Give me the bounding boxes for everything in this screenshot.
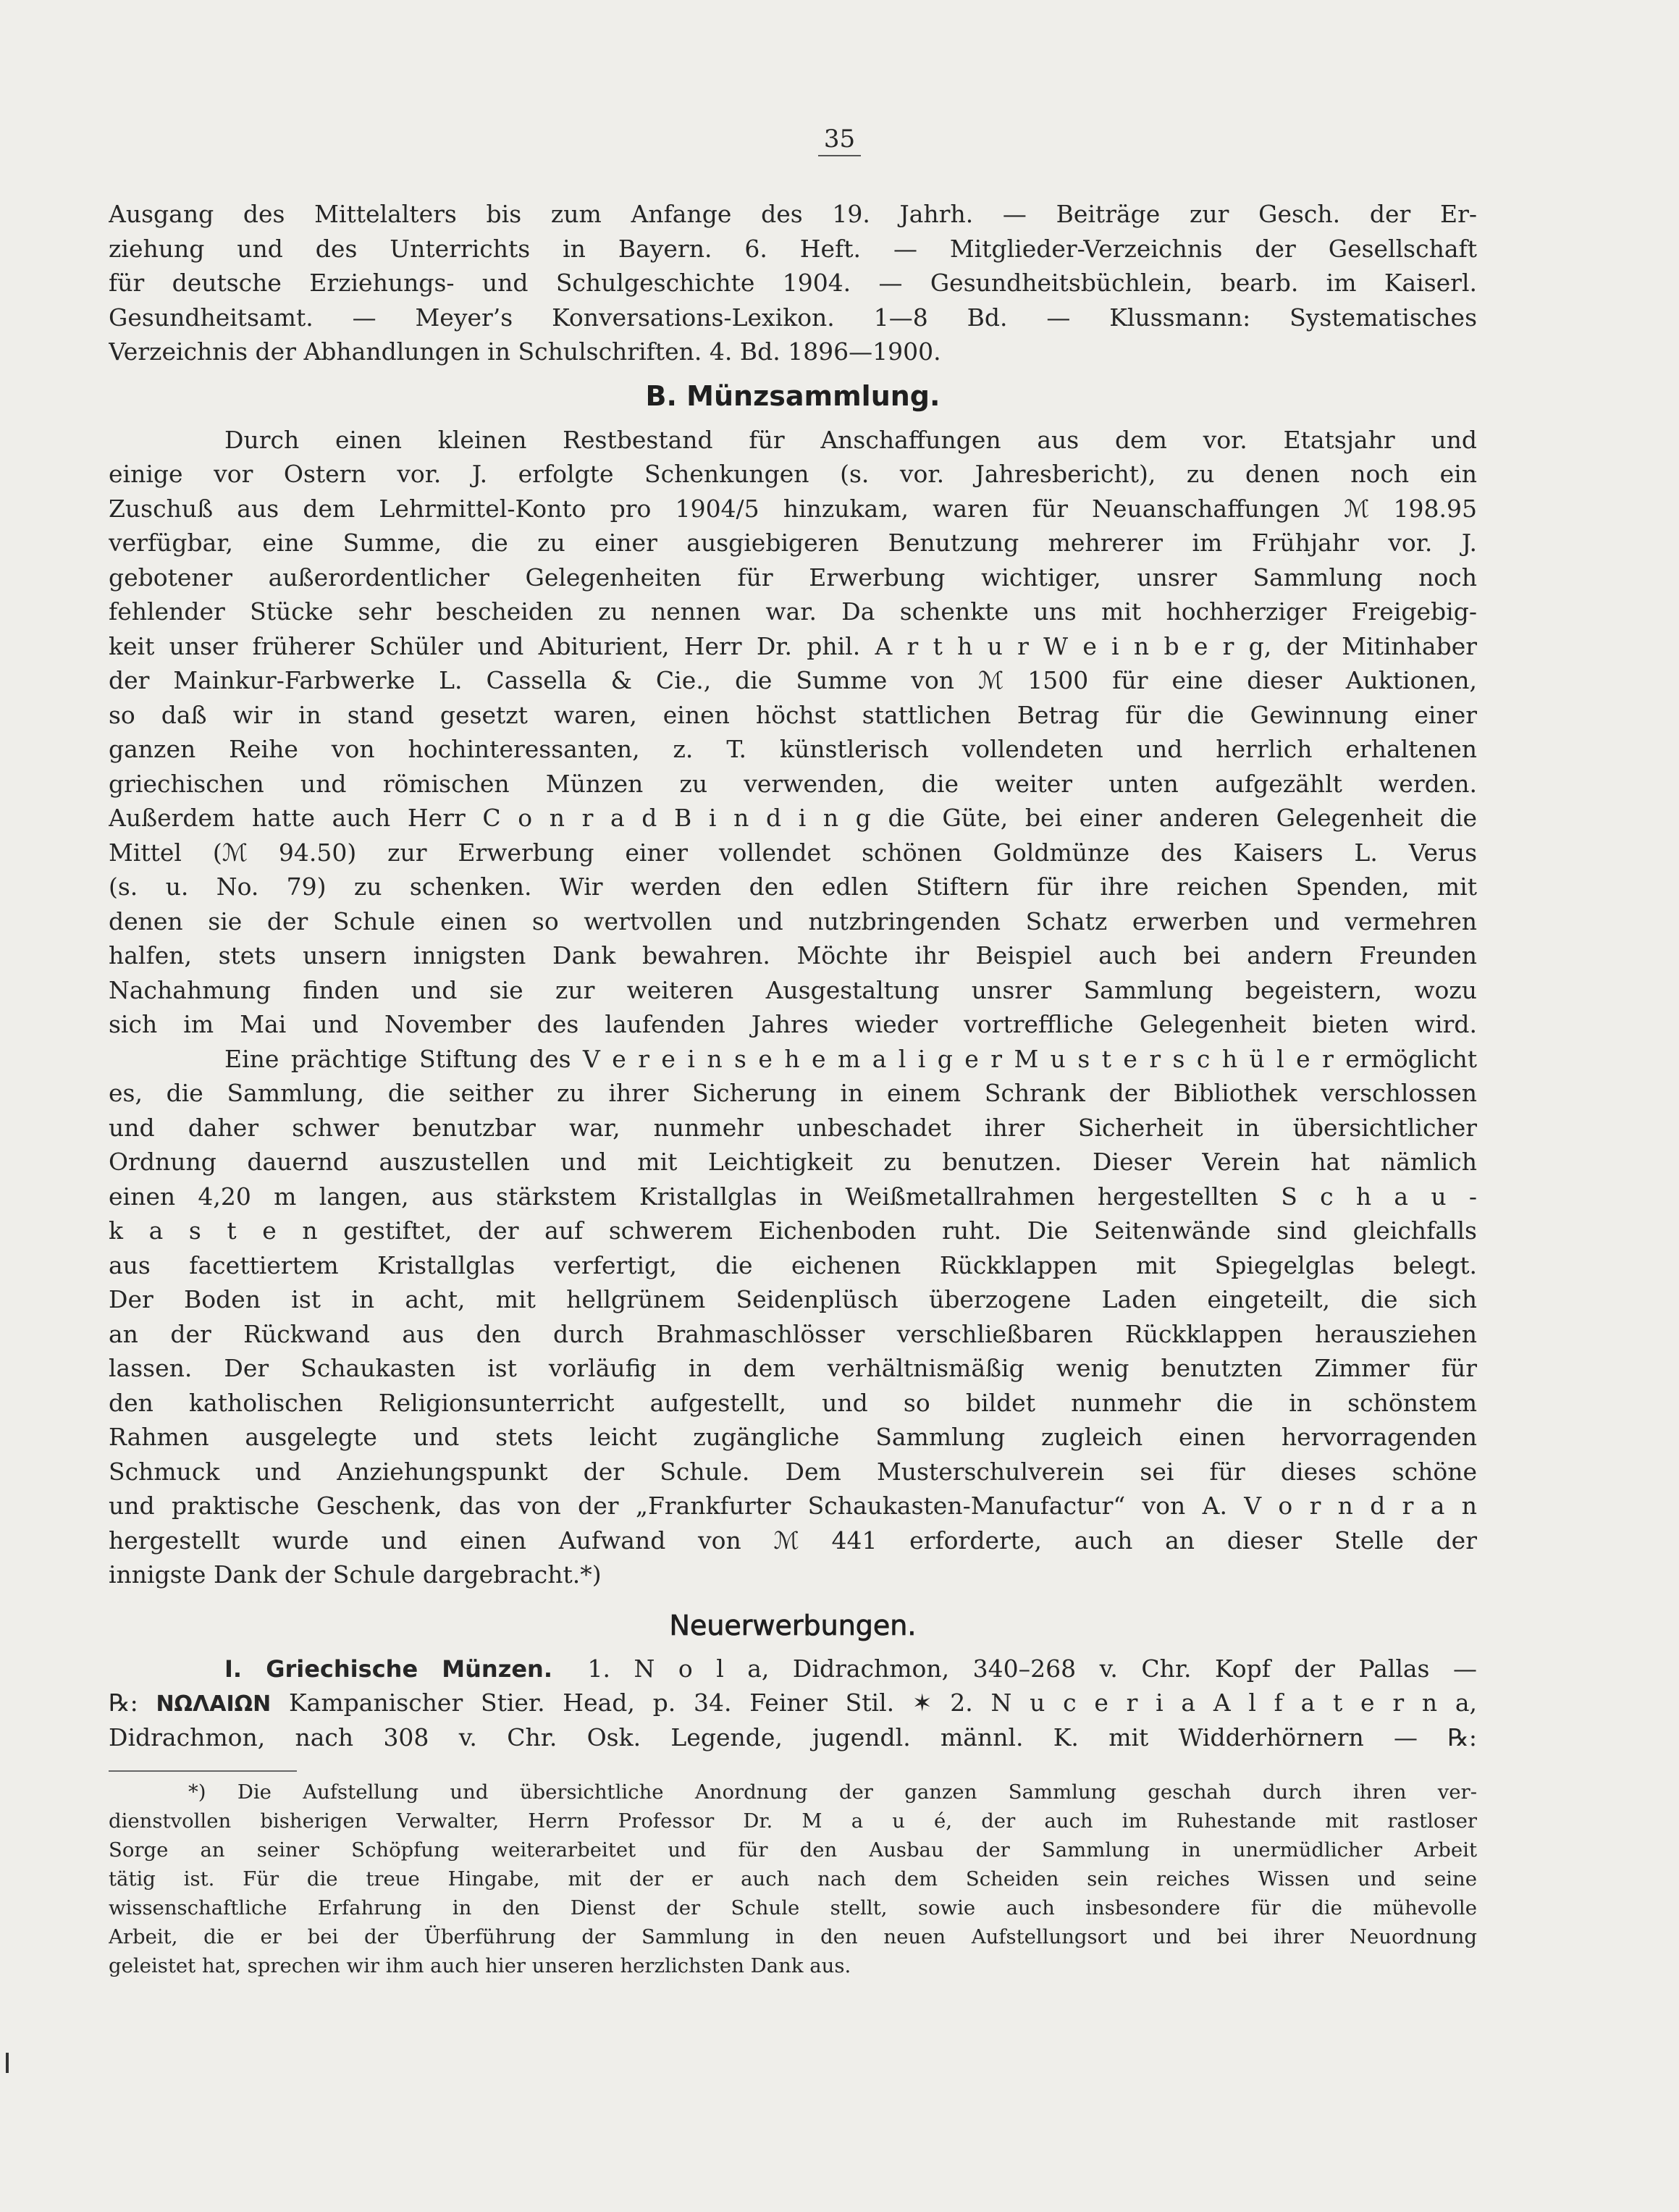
text-line: griechischen und römischen Münzen zu verwenden, die weiter unten aufgezählt werden. (109, 769, 1477, 798)
muenzsammlung-paragraph (109, 423, 1477, 1042)
text-line (109, 1652, 1477, 1686)
page-body (109, 197, 1477, 1980)
intro-paragraph (109, 197, 1477, 369)
text-line: Durch einen kleinen Restbestand für Anschaffungen aus dem vor. Etatsjahr und (224, 425, 1477, 454)
text-line: Gesundheitsamt. — Meyer’s Konversations-Lexikon. 1—8 Bd. — Klussmann: Systematisches (109, 303, 1477, 332)
reverse-symbol: ℞: (109, 1689, 138, 1717)
text-line: der Mainkur-Farbwerke L. Cassella & Cie., die Summe von ℳ 1500 für eine dieser Auktionen, (109, 666, 1477, 694)
text-line: Schmuck und Anziehungspunkt der Schule. Dem Musterschulverein sei für dieses schöne (109, 1457, 1477, 1486)
text-line: aus facettiertem Kristallglas verfertigt, die eichenen Rückklappen mit Spiegelglas belegt. (109, 1250, 1477, 1279)
footnote-line: wissenschaftliche Erfahrung in den Dienst der Schule stellt, sowie auch insbesondere für die mühevolle (109, 1896, 1477, 1919)
text-line: keit unser früherer Schüler und Abiturient, Herr Dr. phil. A r t h u r W e i n b e r g, der Mitinhaber (109, 631, 1477, 660)
text-line: hergestellt wurde und einen Aufwand von ℳ 441 erforderte, auch an dieser Stelle der (109, 1526, 1477, 1555)
text-line: Der Boden ist in acht, mit hellgrünem Seidenplüsch überzogene Laden eingeteilt, die sich (109, 1285, 1477, 1313)
footnote-line: dienstvollen bisherigen Verwalter, Herrn Professor Dr. M a u é, der auch im Ruhestande mit rastloser (109, 1809, 1477, 1833)
stiftung-paragraph (109, 1042, 1477, 1592)
section-heading-muenzsammlung: B. Münzsammlung. (645, 379, 941, 412)
text-line: Zuschuß aus dem Lehrmittel-Konto pro 1904/5 hinzukam, waren für Neuanschaffungen ℳ 198.95 (109, 494, 1477, 523)
coin-entry-text: Kampanischer Stier. Head, p. 34. Feiner Stil. ✶ 2. N u c e r i a A l f a t e r n a, (289, 1689, 1477, 1717)
footnote-line: Sorge an seiner Schöpfung weiterarbeitet und für den Ausbau der Sammlung in unermüdlicher Arbeit (109, 1838, 1477, 1862)
text-line: k a s t e n gestiftet, der auf schwerem Eichenboden ruht. Die Seitenwände sind gleichfalls (109, 1216, 1477, 1245)
text-line: innigste Dank der Schule dargebracht.*) (109, 1560, 602, 1589)
text-line: fehlender Stücke sehr bescheiden zu nennen war. Da schenkte uns mit hochherziger Freigebig- (109, 597, 1477, 626)
text-line: gebotener außerordentlicher Gelegenheiten für Erwerbung wichtiger, unsrer Sammlung noch (109, 563, 1477, 592)
text-line: (s. u. No. 79) zu schenken. Wir werden den edlen Stiftern für ihre reichen Spenden, mit (109, 872, 1477, 901)
footnote-line: tätig ist. Für die treue Hingabe, mit der er auch nach dem Scheiden sein reiches Wissen und seine (109, 1867, 1477, 1891)
text-line: und daher schwer benutzbar war, nunmehr unbeschadet ihrer Sicherheit in übersichtlicher (109, 1113, 1477, 1142)
text-line: Rahmen ausgelegte und stets leicht zugängliche Sammlung zugleich einen hervorragenden (109, 1423, 1477, 1451)
greek-coins-subheading: I. Griechische Münzen. (224, 1654, 552, 1683)
text-line: an der Rückwand aus den durch Brahmaschlösser verschließbaren Rückklappen herausziehen (109, 1319, 1477, 1348)
text-line: Außerdem hatte auch Herr C o n r a d B i n d i n g die Güte, bei einer anderen Gelegenheit die (109, 804, 1477, 832)
text-line: verfügbar, eine Summe, die zu einer ausgiebigeren Benutzung mehrerer im Frühjahr vor. J. (109, 529, 1477, 557)
text-line: sich im Mai und November des laufenden Jahres wieder vortreffliche Gelegenheit bieten wird. (109, 1010, 1477, 1038)
page-number-text: 35 (818, 125, 861, 156)
text-line: halfen, stets unsern innigsten Dank bewahren. Möchte ihr Beispiel auch bei andern Freunden (109, 941, 1477, 970)
text-line: ziehung und des Unterrichts in Bayern. 6. Heft. — Mitglieder-Verzeichnis der Gesellschaft (109, 234, 1477, 263)
text-line: den katholischen Religionsunterricht aufgestellt, und so bildet nunmehr die in schönstem (109, 1388, 1477, 1417)
page-number (0, 125, 1679, 156)
text-line: es, die Sammlung, die seither zu ihrer Sicherung in einem Schrank der Bibliothek verschlossen (109, 1079, 1477, 1107)
text-line: für deutsche Erziehungs- und Schulgeschichte 1904. — Gesundheitsbüchlein, bearb. im Kaiserl. (109, 269, 1477, 297)
text-line: Nachahmung finden und sie zur weiteren Ausgestaltung unsrer Sammlung begeistern, wozu (109, 975, 1477, 1004)
coin-entry-text: 1. N o l a, Didrachmon, 340–268 v. Chr. Kopf der Pallas — (587, 1654, 1477, 1683)
footnote-line: Arbeit, die er bei der Überführung der Sammlung in den neuen Aufstellungsort und bei ihrer Neuordnung (109, 1925, 1477, 1948)
footnote-divider (109, 1770, 297, 1772)
text-line: Eine prächtige Stiftung des V e r e i n s e h e m a l i g e r M u s t e r s c h ü l e r ermöglicht (224, 1044, 1477, 1073)
text-line: lassen. Der Schaukasten ist vorläufig in dem verhältnismäßig wenig benutzten Zimmer für (109, 1354, 1477, 1382)
footnote-line: geleistet hat, sprechen wir ihm auch hier unseren herzlichsten Dank aus. (109, 1954, 851, 1977)
text-line: ganzen Reihe von hochinteressanten, z. T. künstlerisch vollendeten und herrlich erhaltenen (109, 735, 1477, 763)
footnote-line: *) Die Aufstellung und übersichtliche Anordnung der ganzen Sammlung geschah durch ihren ver- (188, 1780, 1477, 1804)
scan-edge-mark (6, 2053, 9, 2073)
text-line (109, 1686, 1477, 1720)
text-line: und praktische Geschenk, das von der „Frankfurter Schaukasten-Manufactur“ von A. V o r n d r a n (109, 1492, 1477, 1520)
footnote (109, 1778, 1477, 1980)
text-line: denen sie der Schule einen so wertvollen und nutzbringenden Schatz erwerben und vermehren (109, 907, 1477, 935)
text-line: Verzeichnis der Abhandlungen in Schulschriften. 4. Bd. 1896—1900. (109, 337, 941, 366)
text-line: einen 4,20 m langen, aus stärkstem Kristallglas in Weißmetallrahmen hergestellten S c h a u - (109, 1182, 1477, 1211)
section-heading-neuerwerbungen: Neuerwerbungen. (669, 1609, 917, 1641)
greek-legend: ΝΩΛΑΙΩΝ (156, 1691, 272, 1717)
text-line: so daß wir in stand gesetzt waren, einen höchst stattlichen Betrag für die Gewinnung einer (109, 700, 1477, 729)
text-line: Ordnung dauernd auszustellen und mit Leichtigkeit zu benutzen. Dieser Verein hat nämlich (109, 1148, 1477, 1176)
greek-coins-paragraph (109, 1652, 1477, 1755)
text-line: Didrachmon, nach 308 v. Chr. Osk. Legende, jugendl. männl. K. mit Widderhörnern — ℞: (109, 1723, 1477, 1751)
text-line: einige vor Ostern vor. J. erfolgte Schenkungen (s. vor. Jahresbericht), zu denen noch ein (109, 460, 1477, 488)
text-line: Mittel (ℳ 94.50) zur Erwerbung einer vollendet schönen Goldmünze des Kaisers L. Verus (109, 838, 1477, 867)
text-line: Ausgang des Mittelalters bis zum Anfange des 19. Jahrh. — Beiträge zur Gesch. der Er- (109, 200, 1477, 228)
